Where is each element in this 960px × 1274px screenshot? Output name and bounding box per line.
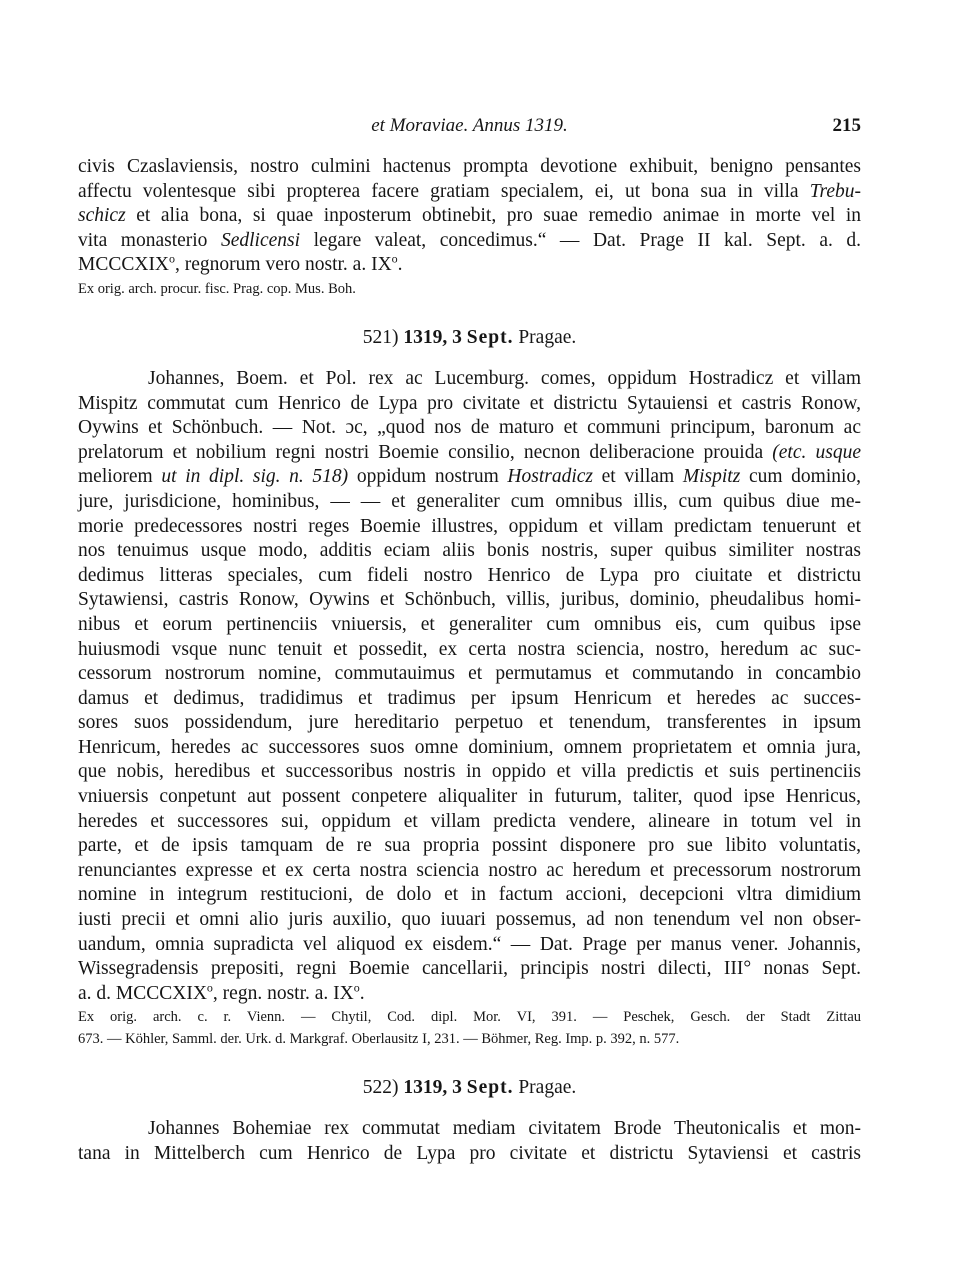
text-line: damus et dedimus, tradidimus et tradimus per ipsum Henricum et heredes ac succes-	[78, 687, 861, 709]
text-line	[78, 180, 861, 205]
page-number: 215	[832, 115, 861, 136]
text-segment: et villam	[601, 466, 675, 488]
text-segment: , regnorum vero nostr. a. IX	[175, 254, 392, 276]
text-line: nomine in integrum restitucioni, de dolo et in factum accioni, decepcioni vltra dimidium	[78, 884, 861, 906]
entry-body-521	[78, 367, 861, 1050]
entry-year: 1319,	[403, 326, 448, 348]
text-segment: MCCCXIX	[78, 254, 170, 276]
italic-place-name: Sedlicensi	[220, 229, 301, 251]
italic-place-name: Trebu-	[809, 180, 862, 202]
text-segment: legare valeat, concedimus.“ — Dat. Prage II kal. Sept. a. d.	[313, 229, 862, 251]
text-line: Johannes, Boem. et Pol. rex ac Lucemburg. comes, oppidum Hostradicz et villam	[148, 367, 861, 389]
text-line: parte, et de ipsis tamquam de re sua propria possint disponere pro sue libito voluntatis,	[78, 835, 861, 857]
text-line: dedimus litteras speciales, cum fideli nostro Henrico de Lypa pro ciuitate et districtu	[78, 564, 861, 586]
text-line: Henricum, heredes ac successores suos omne dominium, omnem proprietatem et omnia jura,	[78, 736, 861, 758]
italic-note: (etc. usque	[772, 441, 861, 463]
source-citation: 673. — Köhler, Samml. der. Urk. d. Markgraf. Oberlausitz I, 231. — Böhmer, Reg. Imp. p. 392, n. 577.	[78, 1031, 680, 1048]
italic-place-name: Hostradicz	[507, 466, 593, 488]
text-line: que nobis, heredibus et successoribus nostris in oppido et villa predictis et suis pertinenciis	[78, 761, 861, 783]
text-line	[78, 229, 861, 254]
superscript: o	[391, 251, 398, 266]
text-line: tana in Mittelberch cum Henrico de Lypa pro civitate et districtu Sytaviensi et castris	[78, 1143, 861, 1164]
text-line: Wissegradensis prepositi, regni Boemie cancellarii, principis nostri dilecti, III° nonas Sept.	[78, 958, 861, 980]
text-line: iusti precii et omni alio juris auxilio, quo iuuari possemus, ad non tenendum vel non obser-	[78, 909, 861, 931]
text-line: uandum, omnia supradicta vel aliquod ex eisdem.“ — Dat. Prage per manus vener. Johannis,	[78, 933, 861, 955]
text-line: huiusmodi vsque nunc tenuit et possedit, ex certa nostra sciencia, nostro, heredum ac suc-	[78, 638, 861, 660]
text-segment: , regn. nostr. a. IX	[212, 982, 354, 1004]
text-line: Oywins et Schönbuch. — Not. ɔc, „quod nos de maturo et communi principum, baronum ac	[78, 417, 861, 439]
text-line	[78, 204, 861, 229]
text-segment: vita monasterio	[78, 229, 208, 251]
italic-note: ut in dipl. sig. n. 518)	[161, 466, 349, 488]
italic-place-name: Mispitz	[682, 466, 741, 488]
text-segment: .	[359, 982, 365, 1004]
text-line: vniuersis conpetunt aut possent conpetere aliqualiter in futurum, taliter, quod ipse Henricus,	[78, 786, 861, 808]
text-segment: prelatorum et nobilium regni nostri Boemie consilio, necnon deliberacione prouida	[78, 441, 764, 463]
entry-number: 522)	[362, 1077, 399, 1099]
document-page	[78, 115, 861, 1167]
text-line: Sytawiensi, castris Ronow, Oywins et Schönbuch, villis, juribus, dominio, pheudalibus homi-	[78, 589, 861, 611]
text-line: cessorum nostrorum nomine, commutauimus et permutamus et commutando in concambio	[78, 663, 861, 685]
entry-month: Sept.	[466, 1077, 514, 1099]
text-line: morie predecessores nostri reges Boemie illustres, oppidum et villam predictam tenuerunt et	[78, 515, 861, 537]
entry-day: 3	[452, 1077, 462, 1099]
text-segment: affectu volentesque sibi propterea facere gratiam specialem, ei, ut bona sua in villa	[78, 180, 799, 202]
entry-month: Sept.	[466, 326, 514, 348]
text-segment: a. d. MCCCXIX	[78, 982, 207, 1004]
text-line: nibus et eorum pertinenciis vniuersis, et generaliter cum omnibus eis, cum quibus ipse	[78, 613, 861, 635]
italic-place-name: schicz	[78, 205, 126, 227]
text-line: jure, jurisdicione, hominibus, — — et generaliter cum omnibus illis, cum quibus diue me-	[78, 490, 861, 512]
text-line	[78, 441, 861, 466]
entry-place: Pragae.	[518, 326, 577, 348]
entry-heading-522	[78, 1075, 861, 1101]
text-line	[78, 465, 861, 490]
text-line: renunciantes expresse et ex certa nostra sciencia nostro ac heredum et precessorum nostrorum	[78, 859, 861, 881]
running-title: et Moraviae. Annus 1319.	[371, 115, 568, 136]
source-citation: Ex orig. arch. procur. fisc. Prag. cop. Mus. Boh.	[78, 280, 356, 297]
running-header	[78, 115, 861, 145]
text-line	[78, 982, 861, 1007]
paragraph-continuation	[78, 155, 861, 300]
entry-number: 521)	[362, 326, 399, 348]
entry-day: 3	[452, 326, 462, 348]
text-line: Johannes Bohemiae rex commutat mediam civitatem Brode Theutonicalis et mon-	[148, 1118, 861, 1140]
text-line: civis Czaslaviensis, nostro culmini hactenus prompta devotione exhibuit, benigno pensantes	[78, 156, 861, 177]
entry-year: 1319,	[403, 1077, 448, 1099]
text-segment: .	[397, 254, 403, 276]
text-line: heredes et successores sui, oppidum et villam predicta vendere, alineare in totum vel in	[78, 810, 861, 832]
text-line: sores suos possidendum, jure hereditario perpetuo et tenendum, transferentes in ipsum	[78, 712, 861, 734]
superscript: o	[206, 980, 213, 995]
text-segment: cum dominio,	[748, 466, 862, 488]
superscript: o	[169, 251, 176, 266]
superscript: o	[353, 980, 360, 995]
text-segment: meliorem	[78, 466, 153, 488]
text-line: Mispitz commutat cum Henrico de Lypa pro civitate et districtu Sytauiensi et castris Ronow,	[78, 392, 861, 414]
entry-place: Pragae.	[518, 1077, 577, 1099]
entry-body-522	[78, 1117, 861, 1166]
text-segment: et alia bona, si quae inposterum obtinebit, pro suae remedio animae in morte vel in	[136, 205, 862, 227]
text-line	[78, 253, 861, 278]
text-segment: oppidum nostrum	[356, 466, 499, 488]
source-citation: Ex orig. arch. c. r. Vienn. — Chytil, Cod. dipl. Mor. VI, 391. — Peschek, Gesch. der Stadt Zittau	[78, 1009, 861, 1026]
text-line: nos tenuimus usque modo, additis eciam aliis bonis nostris, super quibus similiter nostras	[78, 540, 861, 562]
entry-heading-521	[78, 325, 861, 351]
